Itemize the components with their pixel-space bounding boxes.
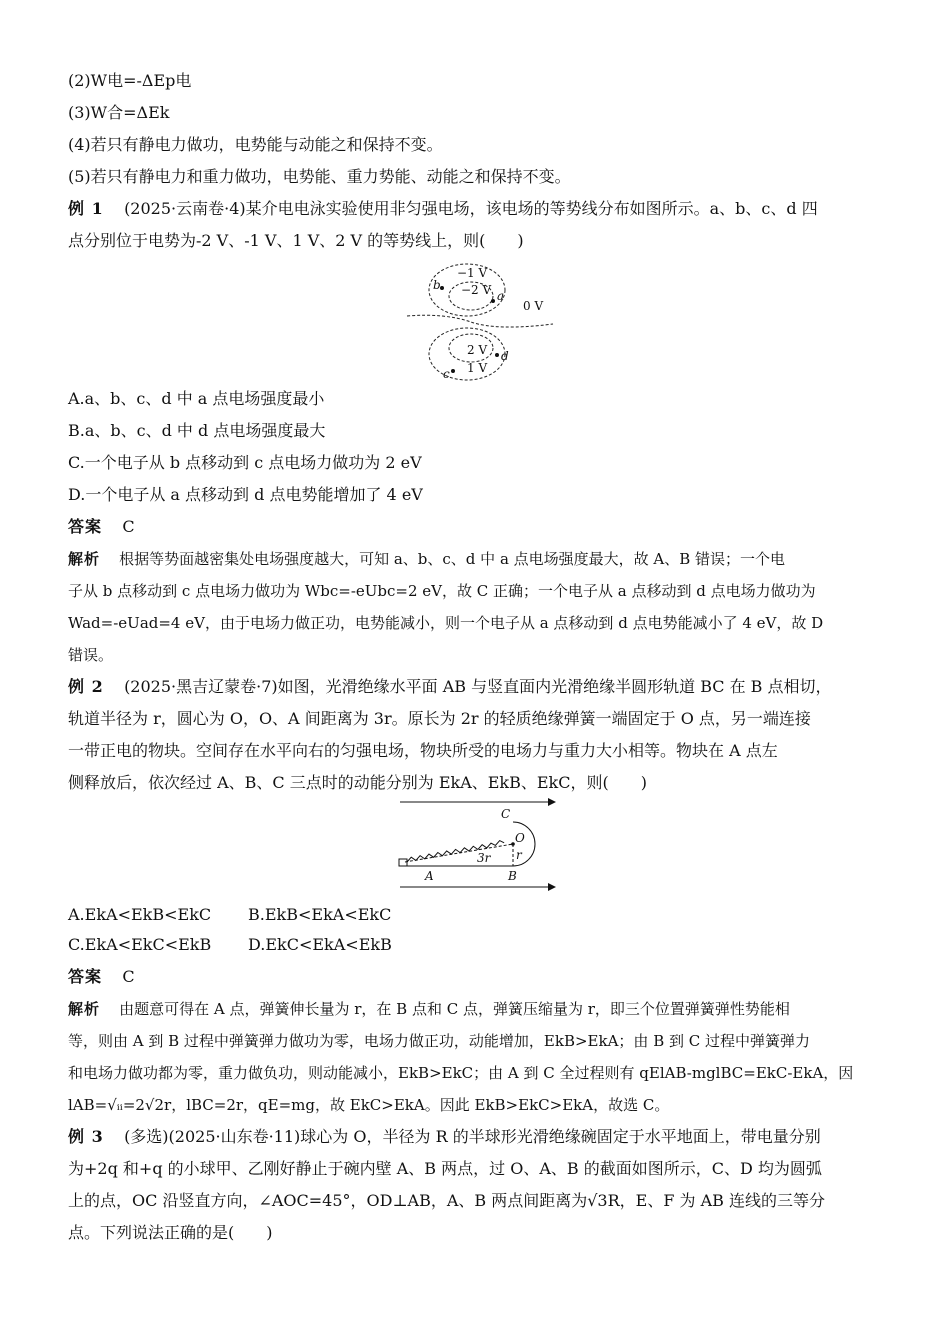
example-1-option-a: A.a、b、c、d 中 a 点电场强度最小 bbox=[68, 389, 325, 408]
label-O: O bbox=[515, 831, 525, 845]
example-2-option-b: B.EkB<EkA<EkC bbox=[248, 905, 392, 924]
example-1-analysis-1 bbox=[68, 548, 785, 570]
example-2-analysis-2: 等，则由 A 到 B 过程中弹簧弹力做功为零，电场力做正功，动能增加，EkB>EkA；由 B 到 C 过程中弹簧弹力 bbox=[68, 1032, 811, 1050]
example-2-option-d: D.EkC<EkA<EkB bbox=[248, 935, 392, 954]
analysis-label: 解析 bbox=[68, 1000, 101, 1018]
example-2-stem: (2025·黑吉辽蒙卷·7)如图，光滑绝缘水平面 AB 与竖直面内光滑绝缘半圆形轨道 BC 在 B 点相切， bbox=[124, 677, 832, 696]
example-3-text-3: 上的点，OC 沿竖直方向，∠AOC=45°，OD⊥AB，A、B 两点间距离为√3R，E、F 为 AB 连线的三等分 bbox=[68, 1191, 826, 1210]
analysis-text: 根据等势面越密集处电场强度越大，可知 a、b、c、d 中 a 点电场强度最大，故 A、B 错误；一个电 bbox=[119, 550, 786, 568]
label-2v: 2 V bbox=[467, 343, 488, 357]
example-3-label: 例 3 bbox=[68, 1127, 104, 1146]
point-c bbox=[451, 369, 455, 373]
answer-label: 答案 bbox=[68, 967, 103, 986]
example-1-text-1 bbox=[68, 198, 818, 220]
example-3-text-4: 点。下列说法正确的是( ) bbox=[68, 1223, 273, 1242]
example-1-option-b: B.a、b、c、d 中 d 点电场强度最大 bbox=[68, 421, 326, 440]
statement-4: (4)若只有静电力做功，电势能与动能之和保持不变。 bbox=[68, 135, 443, 154]
label-1v: 1 V bbox=[467, 361, 488, 375]
example-1-analysis-4: 错误。 bbox=[68, 646, 114, 664]
equipotential-figure bbox=[405, 258, 555, 386]
label-3r: 3r bbox=[477, 851, 491, 865]
label-r: r bbox=[516, 848, 522, 862]
formula-text: (3)W合=ΔEk bbox=[68, 103, 170, 122]
point-d bbox=[495, 353, 499, 357]
label-a: a bbox=[497, 289, 505, 303]
label-minus2v: −2 V bbox=[461, 283, 492, 297]
example-3-stem: (多选)(2025·山东卷·11)球心为 O，半径为 R 的半球形光滑绝缘碗固定于水平地面上，带电量分别 bbox=[124, 1127, 821, 1146]
example-1-option-d: D.一个电子从 a 点移动到 d 点电势能增加了 4 eV bbox=[68, 485, 423, 504]
example-3-text-2: 为+2q 和+q 的小球甲、乙刚好静止于碗内壁 A、B 两点，过 O、A、B 的截面如图所示，C、D 均为圆弧 bbox=[68, 1159, 822, 1178]
example-2-option-c: C.EkA<EkC<EkB bbox=[68, 935, 212, 954]
distance-line bbox=[405, 844, 513, 862]
example-2-analysis-1 bbox=[68, 998, 790, 1020]
example-1-label: 例 1 bbox=[68, 199, 104, 218]
block bbox=[399, 859, 407, 866]
label-0v: 0 V bbox=[523, 299, 544, 313]
example-2-text-4: 侧释放后，依次经过 A、B、C 三点时的动能分别为 EkA、EkB、EkC，则( ) bbox=[68, 773, 647, 792]
example-2-text-3: 一带正电的物块。空间存在水平向右的匀强电场，物块所受的电场力与重力大小相等。物块在 A 点左 bbox=[68, 741, 778, 760]
answer-value: C bbox=[122, 967, 135, 986]
example-1-text-2: 点分别位于电势为-2 V、-1 V、1 V、2 V 的等势线上，则( ) bbox=[68, 231, 524, 250]
example-3-text-1 bbox=[68, 1126, 821, 1148]
example-2-analysis-3: 和电场力做功都为零，重力做负功，则动能减小，EkB>EkC；由 A 到 C 全过程则有 qElAB-mglBC=EkC-EkA，因 bbox=[68, 1064, 854, 1082]
example-2-text-2: 轨道半径为 r，圆心为 O，O、A 间距离为 3r。原长为 2r 的轻质绝缘弹簧一端固定于 O 点，另一端连接 bbox=[68, 709, 811, 728]
formula-w-total bbox=[68, 102, 169, 124]
example-2-label: 例 2 bbox=[68, 677, 104, 696]
example-1-analysis-3: Wad=-eUad=4 eV，由于电场力做正功，电势能减小，则一个电子从 a 点移动到 d 点电势能减小了 4 eV，故 D bbox=[68, 614, 824, 632]
example-1-option-c: C.一个电子从 b 点移动到 c 点电场力做功为 2 eV bbox=[68, 453, 422, 472]
label-B: B bbox=[508, 869, 517, 883]
label-A: A bbox=[425, 869, 434, 883]
label-b: b bbox=[433, 278, 441, 292]
answer-label: 答案 bbox=[68, 517, 103, 536]
example-2-option-a: A.EkA<EkB<EkC bbox=[68, 905, 212, 924]
track-figure bbox=[395, 796, 565, 896]
label-minus1v: −1 V bbox=[457, 266, 488, 280]
example-1-analysis-2: 子从 b 点移动到 c 点电场力做功为 Wbc=-eUbc=2 eV，故 C 正确；一个电子从 a 点移动到 d 点电场力做功为 bbox=[68, 582, 816, 600]
label-c: c bbox=[443, 367, 450, 381]
example-2-analysis-4: lAB=√ᵢᵢ=2√2r，lBC=2r，qE=mg，故 EkC>EkA。因此 EkB>EkC>EkA，故选 C。 bbox=[68, 1096, 670, 1114]
label-d: d bbox=[501, 349, 509, 363]
example-1-answer bbox=[68, 516, 135, 538]
statement-5: (5)若只有静电力和重力做功，电势能、重力势能、动能之和保持不变。 bbox=[68, 167, 571, 186]
formula-w-electric bbox=[68, 70, 191, 92]
formula-text: (2)W电=-ΔEp电 bbox=[68, 71, 192, 90]
label-C: C bbox=[501, 807, 511, 821]
analysis-label: 解析 bbox=[68, 550, 101, 568]
analysis-text: 由题意可得在 A 点，弹簧伸长量为 r，在 B 点和 C 点，弹簧压缩量为 r，即三个位置弹簧弹性势能相 bbox=[119, 1000, 790, 1018]
example-2-text-1 bbox=[68, 676, 832, 698]
point-a bbox=[491, 299, 495, 303]
answer-value: C bbox=[122, 517, 135, 536]
example-1-stem: (2025·云南卷·4)某介电电泳实验使用非匀强电场，该电场的等势线分布如图所示。a、b、c、d 四 bbox=[124, 199, 818, 218]
example-2-answer bbox=[68, 966, 135, 988]
